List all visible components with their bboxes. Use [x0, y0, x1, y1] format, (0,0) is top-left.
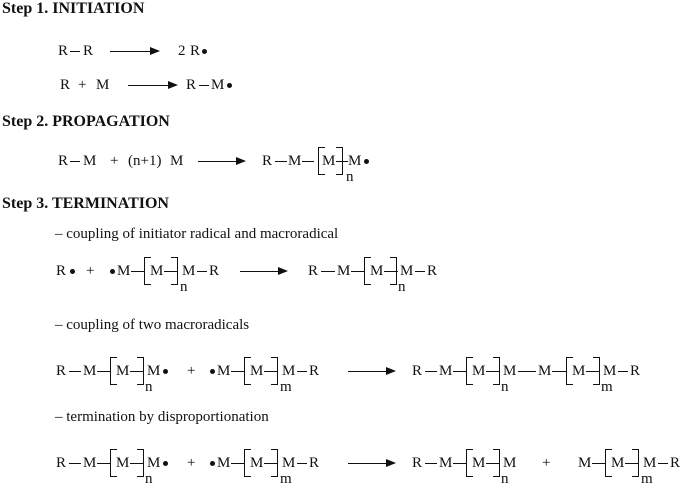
- atom-r: R: [308, 263, 319, 279]
- monomer-m: M: [117, 263, 131, 279]
- subscript-n: n: [501, 471, 509, 487]
- bond: [351, 271, 365, 272]
- bond: [518, 371, 536, 372]
- coefficient: 2: [178, 43, 186, 59]
- reaction-arrow: [240, 271, 286, 272]
- bond: [321, 271, 335, 272]
- coefficient: (n+1): [128, 153, 162, 169]
- bond: [384, 271, 398, 272]
- atom-r: R: [58, 153, 69, 169]
- repeat-unit-m: M: [116, 363, 130, 379]
- equation-propagation: [0, 152, 685, 192]
- monomer-m: M: [503, 455, 517, 471]
- atom-r: R: [309, 455, 320, 471]
- bond: [70, 51, 80, 52]
- subscript-n: n: [145, 471, 153, 487]
- repeat-unit-m: M: [250, 455, 264, 471]
- atom-r: R: [209, 263, 220, 279]
- radical-dot: [227, 83, 232, 88]
- monomer-m: M: [348, 153, 362, 169]
- bond: [486, 371, 500, 372]
- note-disproportionation: – termination by disproportionation: [55, 409, 269, 425]
- atom-r: R: [58, 43, 69, 59]
- monomer-m: M: [170, 153, 184, 169]
- bond: [552, 371, 566, 372]
- subscript-m: m: [280, 379, 292, 395]
- atom-r: R: [670, 455, 681, 471]
- bond: [336, 161, 348, 162]
- monomer-m: M: [182, 263, 196, 279]
- atom-r: R: [427, 263, 438, 279]
- radical-dot: [163, 461, 168, 466]
- repeat-unit-m: M: [370, 263, 384, 279]
- reaction-arrow: [110, 51, 158, 52]
- atom-r: R: [56, 263, 67, 279]
- step-3-heading: Step 3. TERMINATION: [2, 195, 169, 212]
- bond: [586, 371, 600, 372]
- repeat-unit-m: M: [472, 363, 486, 379]
- reaction-arrow: [128, 85, 176, 86]
- repeat-unit-m: M: [572, 363, 586, 379]
- monomer-m: M: [603, 363, 617, 379]
- monomer-m: M: [503, 363, 517, 379]
- plus-sign: +: [542, 455, 551, 471]
- bond: [425, 371, 437, 372]
- monomer-m: M: [288, 153, 302, 169]
- monomer-m: M: [147, 363, 161, 379]
- monomer-m: M: [217, 455, 231, 471]
- radical-dot: [364, 159, 369, 164]
- monomer-m: M: [439, 455, 453, 471]
- monomer-m: M: [147, 455, 161, 471]
- bond: [275, 161, 287, 162]
- bond: [97, 463, 111, 464]
- reaction-arrow: [348, 463, 394, 464]
- atom-r: R: [190, 43, 201, 59]
- repeat-unit-m: M: [472, 455, 486, 471]
- subscript-n: n: [346, 169, 354, 185]
- subscript-n: n: [501, 379, 509, 395]
- bond: [618, 371, 628, 372]
- monomer-m: M: [83, 153, 97, 169]
- bond: [415, 271, 425, 272]
- plus-sign: +: [187, 455, 196, 471]
- reaction-arrow: [348, 371, 394, 372]
- atom-r: R: [262, 153, 273, 169]
- repeat-unit-m: M: [116, 455, 130, 471]
- subscript-n: n: [180, 279, 188, 295]
- bond: [264, 463, 278, 464]
- equation-initiation-2: [0, 76, 685, 116]
- atom-r: R: [56, 363, 67, 379]
- monomer-m: M: [282, 363, 296, 379]
- atom-r: R: [83, 43, 94, 59]
- atom-r: R: [309, 363, 320, 379]
- bond: [264, 371, 278, 372]
- atom-r: R: [56, 455, 67, 471]
- bond: [625, 463, 639, 464]
- bond: [658, 463, 668, 464]
- bond: [297, 463, 307, 464]
- note-coupling-initiator: – coupling of initiator radical and macroradical: [55, 226, 339, 242]
- bond: [231, 371, 245, 372]
- monomer-m: M: [217, 363, 231, 379]
- bond: [97, 371, 111, 372]
- subscript-n: n: [398, 279, 406, 295]
- bond: [453, 463, 467, 464]
- repeat-unit-m: M: [611, 455, 625, 471]
- monomer-m: M: [400, 263, 414, 279]
- atom-r: R: [412, 363, 423, 379]
- repeat-unit-m: M: [322, 153, 336, 169]
- monomer-m: M: [337, 263, 351, 279]
- radical-dot: [210, 369, 215, 374]
- radical-dot: [202, 49, 207, 54]
- radical-dot: [110, 269, 115, 274]
- bond: [231, 463, 245, 464]
- monomer-m: M: [83, 455, 97, 471]
- bond: [425, 463, 437, 464]
- monomer-m: M: [211, 77, 225, 93]
- repeat-unit-m: M: [150, 263, 164, 279]
- repeat-unit-m: M: [250, 363, 264, 379]
- plus-sign: +: [110, 153, 119, 169]
- monomer-m: M: [439, 363, 453, 379]
- plus-sign: +: [187, 363, 196, 379]
- bond: [131, 271, 145, 272]
- bond: [69, 371, 81, 372]
- subscript-n: n: [145, 379, 153, 395]
- radical-dot: [70, 269, 75, 274]
- atom-r: R: [60, 77, 71, 93]
- plus-sign: +: [86, 263, 95, 279]
- bond: [453, 371, 467, 372]
- radical-dot: [163, 369, 168, 374]
- equation-termination-1: [0, 262, 685, 302]
- radical-dot: [210, 461, 215, 466]
- bond: [130, 371, 144, 372]
- equation-termination-3: [0, 454, 685, 494]
- monomer-m: M: [538, 363, 552, 379]
- bond: [164, 271, 178, 272]
- step-2-heading: Step 2. PROPAGATION: [2, 113, 170, 130]
- subscript-m: m: [601, 379, 613, 395]
- note-coupling-macroradicals: – coupling of two macroradicals: [55, 317, 250, 333]
- bond: [592, 463, 606, 464]
- subscript-m: m: [280, 471, 292, 487]
- monomer-m: M: [96, 77, 110, 93]
- monomer-m: M: [578, 455, 592, 471]
- bond: [199, 85, 209, 86]
- equation-termination-2: [0, 362, 685, 402]
- bond: [130, 463, 144, 464]
- atom-r: R: [412, 455, 423, 471]
- atom-r: R: [186, 77, 197, 93]
- bond: [69, 463, 81, 464]
- step-1-heading: Step 1. INITIATION: [2, 0, 145, 17]
- plus-sign: +: [78, 77, 87, 93]
- reaction-arrow: [198, 161, 244, 162]
- bond: [197, 271, 207, 272]
- bond: [297, 371, 307, 372]
- bond: [70, 161, 80, 162]
- atom-r: R: [630, 363, 641, 379]
- monomer-m: M: [83, 363, 97, 379]
- bond: [486, 463, 500, 464]
- bond: [302, 161, 314, 162]
- monomer-m: M: [282, 455, 296, 471]
- monomer-m: M: [643, 455, 657, 471]
- subscript-m: m: [641, 471, 653, 487]
